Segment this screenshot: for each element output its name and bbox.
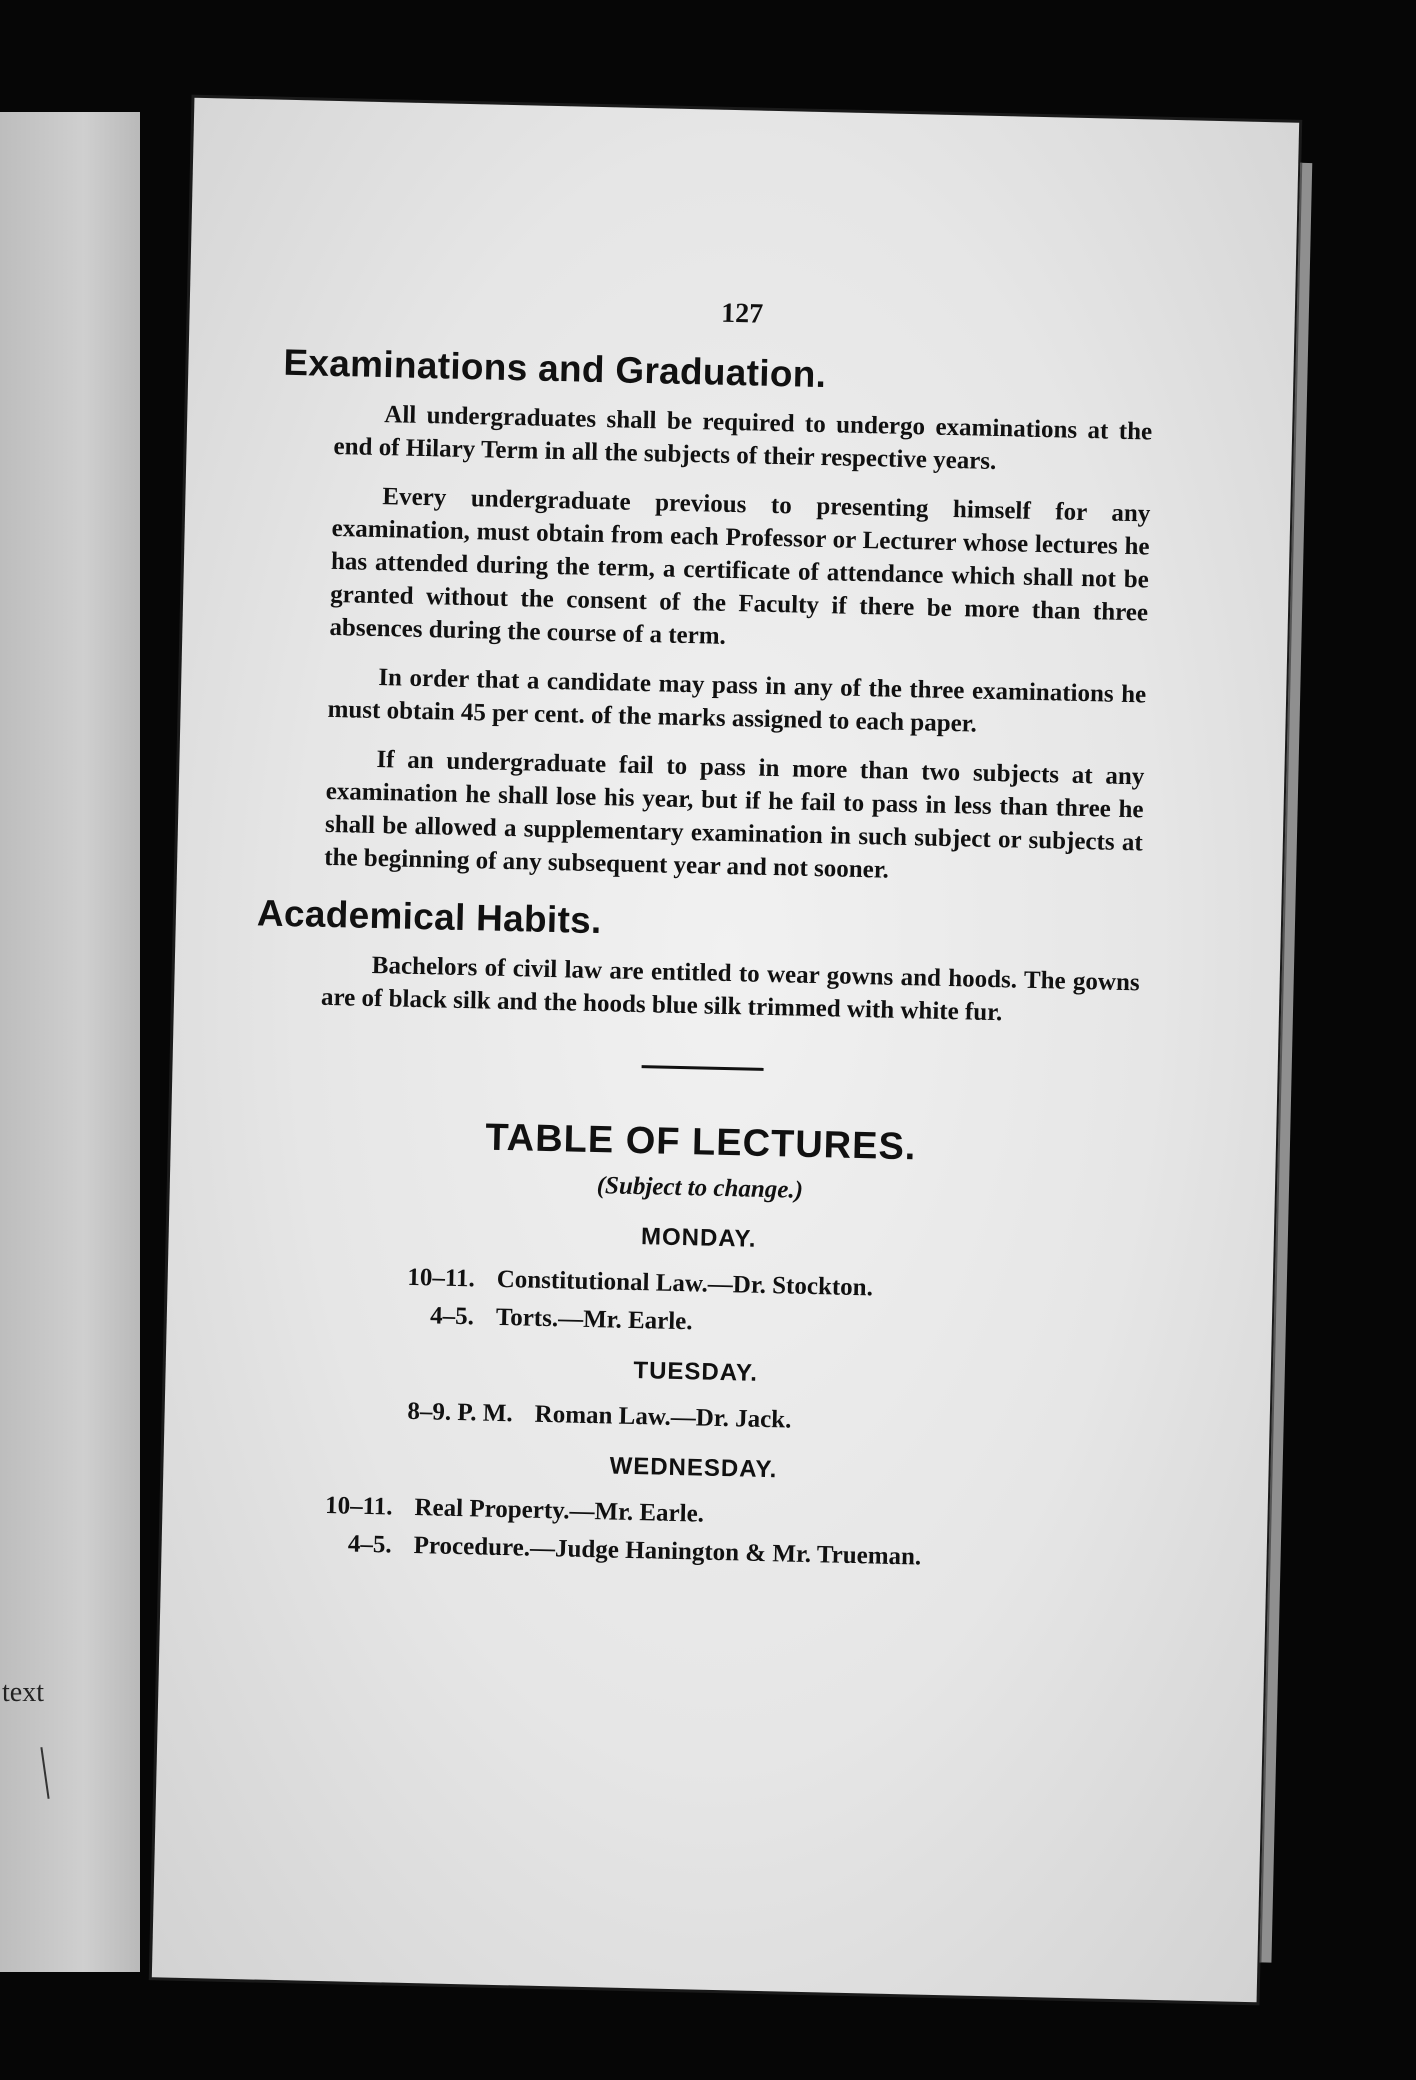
section-academical-habits — [256, 892, 1141, 1033]
lecture-row — [256, 1528, 1126, 1576]
lecture-time: 4–5. — [429, 1302, 475, 1331]
table-title: TABLE OF LECTURES. — [484, 1116, 917, 1169]
lecture-time: 4–5. — [347, 1530, 392, 1559]
lecture-text: Roman Law.—Dr. Jack. — [534, 1400, 792, 1434]
lecture-row — [262, 1299, 1132, 1347]
horizontal-rule — [642, 1065, 764, 1071]
stray-margin-text: text — [2, 1677, 44, 1708]
lecture-time: 8–9. P. M. — [407, 1397, 513, 1428]
table-of-lectures — [256, 1112, 1136, 1577]
paragraph: If an undergraduate fail to pass in more than two subjects at any examination he shall lose his year, but if he fail to pass in less than three he shall be allowed a supplementary examination in such subject or subjects at the beginning of any subsequent year and not sooner. — [323, 746, 1145, 884]
day-heading-monday: MONDAY. — [640, 1223, 757, 1253]
lecture-row — [259, 1395, 1129, 1443]
table-subtitle: (Subject to change.) — [596, 1172, 804, 1204]
lecture-time: 10–11. — [324, 1492, 393, 1521]
adjacent-page-edge — [0, 112, 140, 1972]
section-heading: Examinations and Graduation. — [283, 341, 827, 396]
day-heading-wednesday: WEDNESDAY. — [609, 1452, 778, 1484]
page-edge-shadow — [1259, 163, 1312, 1963]
lecture-text: Procedure.—Judge Hanington & Mr. Trueman. — [413, 1532, 922, 1571]
book-page — [152, 98, 1299, 2003]
page-content — [256, 342, 1154, 1586]
lecture-text: Torts.—Mr. Earle. — [495, 1303, 693, 1336]
day-heading-tuesday: TUESDAY. — [633, 1356, 759, 1387]
paragraph: Every undergraduate previous to presenting himself for any examination, must obtain from each Professor or Lecturer whose lectures he has attended during the term, a certificate of attendance which shall not be granted without the consent of the Faculty if there be more than three absences during the course of a term. — [329, 483, 1151, 650]
paragraph: In order that a candidate may pass in any of the three examinations he must obtain 45 per cent. of the marks assigned to each paper. — [327, 664, 1147, 738]
section-heading: Academical Habits. — [256, 892, 603, 942]
lecture-text: Real Property.—Mr. Earle. — [414, 1494, 705, 1528]
paragraph: Bachelors of civil law are entitled to wear gowns and hoods. The gowns are of black silk and the hoods blue silk trimmed with white fur. — [320, 951, 1140, 1027]
paragraph: All undergraduates shall be required to undergo examinations at the end of Hilary Term in all the subjects of their respective years. — [333, 401, 1153, 475]
lecture-text: Constitutional Law.—Dr. Stockton. — [496, 1265, 874, 1302]
lecture-time: 10–11. — [407, 1263, 476, 1293]
section-examinations — [272, 342, 1154, 893]
margin-tick-mark — [40, 1747, 49, 1799]
page-number: 127 — [720, 297, 764, 330]
